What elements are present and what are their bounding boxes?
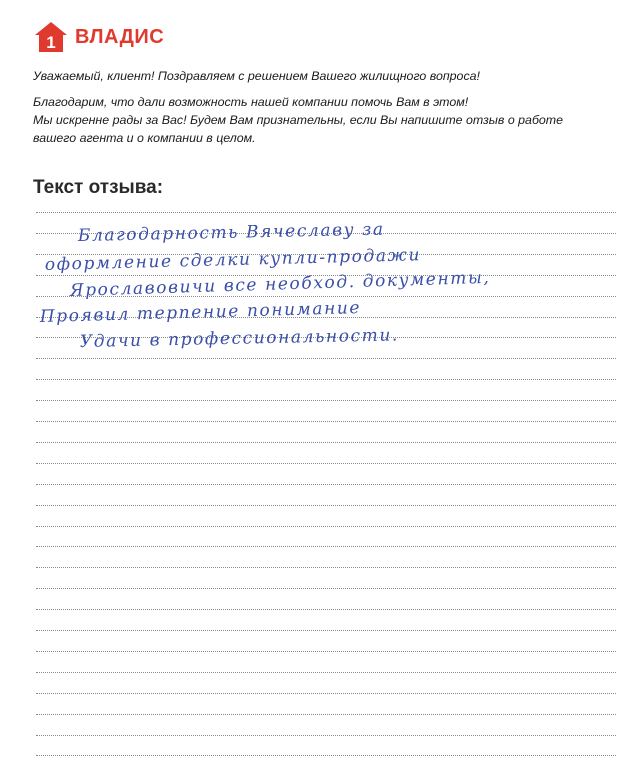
handwritten-line: Ярославовичи все необход. документы, xyxy=(69,267,491,301)
writing-line xyxy=(36,275,616,276)
writing-line xyxy=(36,296,616,297)
writing-line xyxy=(36,714,616,715)
handwritten-line: Благодарность Вячеславу за xyxy=(77,219,385,246)
writing-line xyxy=(36,526,616,527)
writing-line xyxy=(36,609,616,610)
handwritten-line: оформление сделки купли-продажи xyxy=(44,245,422,275)
writing-line xyxy=(36,651,616,652)
writing-line xyxy=(36,463,616,464)
handwritten-line: Проявил терпение понимание xyxy=(39,298,362,327)
writing-line xyxy=(36,442,616,443)
writing-line xyxy=(36,735,616,736)
writing-line xyxy=(36,505,616,506)
writing-line xyxy=(36,546,616,547)
writing-line xyxy=(36,693,616,694)
intro-text xyxy=(33,67,603,147)
writing-lines xyxy=(36,212,616,760)
writing-line xyxy=(36,588,616,589)
thanks-line: Благодарим, что дали возможность нашей компании помочь Вам в этом! xyxy=(33,95,469,109)
writing-line xyxy=(36,212,616,213)
writing-line xyxy=(36,358,616,359)
request-line-continued: вашего агента и о компании в целом. xyxy=(33,131,256,145)
writing-line xyxy=(36,567,616,568)
writing-line xyxy=(36,400,616,401)
writing-line xyxy=(36,421,616,422)
review-title: Текст отзыва: xyxy=(33,177,164,198)
writing-line xyxy=(36,630,616,631)
writing-line xyxy=(36,317,616,318)
writing-line xyxy=(36,379,616,380)
company-logo xyxy=(33,20,164,54)
house-logo-icon xyxy=(33,20,69,54)
logo-digit: 1 xyxy=(46,33,56,52)
writing-line xyxy=(36,755,616,756)
greeting-line: Уважаемый, клиент! Поздравляем с решением Вашего жилищного вопроса! xyxy=(33,69,480,83)
writing-line xyxy=(36,233,616,234)
handwritten-line: Удачи в профессиональности. xyxy=(79,325,400,352)
writing-line xyxy=(36,337,616,338)
request-line: Мы искренне рады за Вас! Будем Вам признательны, если Вы напишите отзыв о работе xyxy=(33,113,564,127)
writing-line xyxy=(36,254,616,255)
writing-line xyxy=(36,484,616,485)
writing-line xyxy=(36,672,616,673)
brand-name: ВЛАДИС xyxy=(75,25,165,48)
